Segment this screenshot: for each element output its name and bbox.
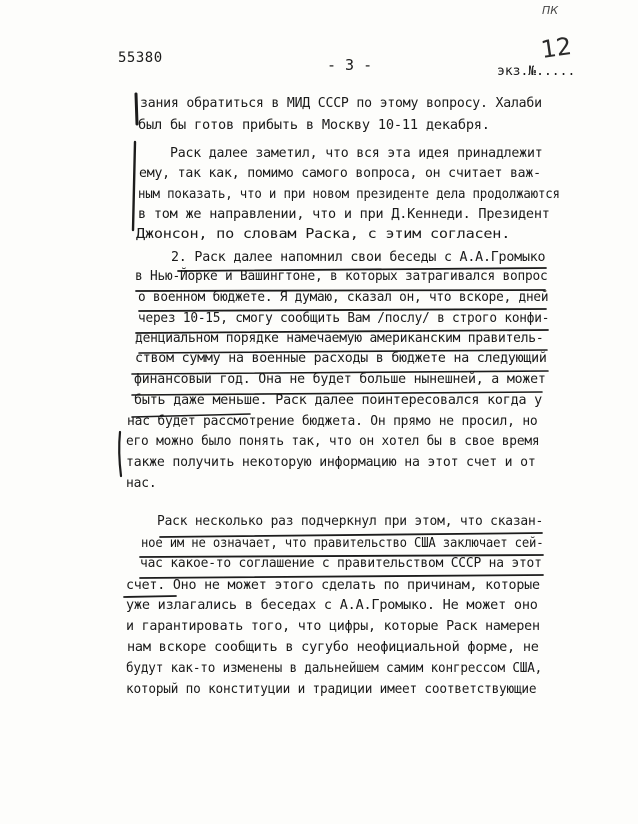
underline xyxy=(178,268,546,271)
underline xyxy=(132,414,250,417)
text-line: через 10-15, смогу сообщить Вам /послу/ в строго конфи- xyxy=(138,311,550,326)
document-number: 55380 xyxy=(118,50,163,66)
text-line: ему, так как, помимо самого вопроса, он считает важ- xyxy=(139,166,541,181)
text-line: нас. xyxy=(126,476,157,491)
handwritten-top-mark: ПК xyxy=(542,4,559,17)
text-line: счет. Оно не может этого сделать по причинам, которые xyxy=(126,578,540,593)
underline xyxy=(132,371,548,374)
underline xyxy=(124,596,176,597)
text-line: который по конституции и традиции имеет соответствующие xyxy=(126,682,537,697)
text-line: зания обратиться в МИД СССР по этому вопросу. Халаби xyxy=(140,96,542,111)
underline xyxy=(139,350,547,353)
text-line: нам вскоре сообщить в сугубо неофициальной форме, не xyxy=(127,640,539,655)
text-line: также получить некоторую информацию на этот счет и от xyxy=(126,455,536,470)
margin-bracket xyxy=(133,142,135,230)
text-line: о военном бюджете. Я думаю, сказал он, что вскоре, дней xyxy=(138,290,549,305)
text-line: час какое-то соглашение с правительством СССР на этот xyxy=(140,556,542,571)
text-line: денциальном порядке намечаемую американским правитель- xyxy=(135,331,544,346)
margin-bracket xyxy=(119,432,121,476)
text-line: Джонсон, по словам Раска, с этим согласен. xyxy=(136,227,511,242)
underline xyxy=(140,555,543,557)
text-line: и гарантировать того, что цифры, которые Раск намерен xyxy=(126,619,540,634)
text-line: уже излагались в беседах с А.А.Громыко. Не может оно xyxy=(126,598,538,613)
text-line: был бы готов прибыть в Москву 10-11 декабря. xyxy=(138,118,490,133)
underline xyxy=(160,533,542,537)
handwritten-page-number: 12 xyxy=(539,32,574,64)
underline xyxy=(140,575,543,578)
text-line: финансовый год. Она не будет больше нынешней, а может xyxy=(134,372,546,387)
text-line: Раск далее заметил, что вся эта идея принадлежит xyxy=(170,146,543,161)
text-line: быть даже меньше. Раск далее поинтересовался когда у xyxy=(134,393,543,408)
margin-bracket xyxy=(136,94,137,124)
underline xyxy=(136,330,548,333)
text-line: ством сумму на военные расходы в бюджете на следующий xyxy=(135,351,547,366)
text-line: в Нью-Йорке и Вашингтоне, в которых затрагивался вопрос xyxy=(135,269,548,284)
copy-number-mark: экз.№..... xyxy=(497,64,576,79)
text-line: ным показать, что и при новом президенте дела продолжаются xyxy=(138,187,560,202)
page-number: - 3 - xyxy=(327,56,373,74)
text-line: 2. Раск далее напомнил свои беседы с А.А.Громыко xyxy=(171,250,546,265)
text-line: в том же направлении, что и при Д.Кеннеди. Президент xyxy=(138,207,550,222)
underline xyxy=(136,290,545,291)
underline xyxy=(132,392,542,395)
text-line: Раск несколько раз подчеркнул при этом, что сказан- xyxy=(157,514,544,529)
underline xyxy=(139,309,546,311)
text-line: нас будет рассмотрение бюджета. Он прямо не просил, но xyxy=(127,414,538,429)
text-line: будут как-то изменены в дальнейшем самим конгрессом США, xyxy=(126,661,543,676)
text-line: его можно было понять так, что он хотел бы в свое время xyxy=(126,434,540,449)
text-line: ное им не означает, что правительство США заключает сей- xyxy=(141,536,544,551)
